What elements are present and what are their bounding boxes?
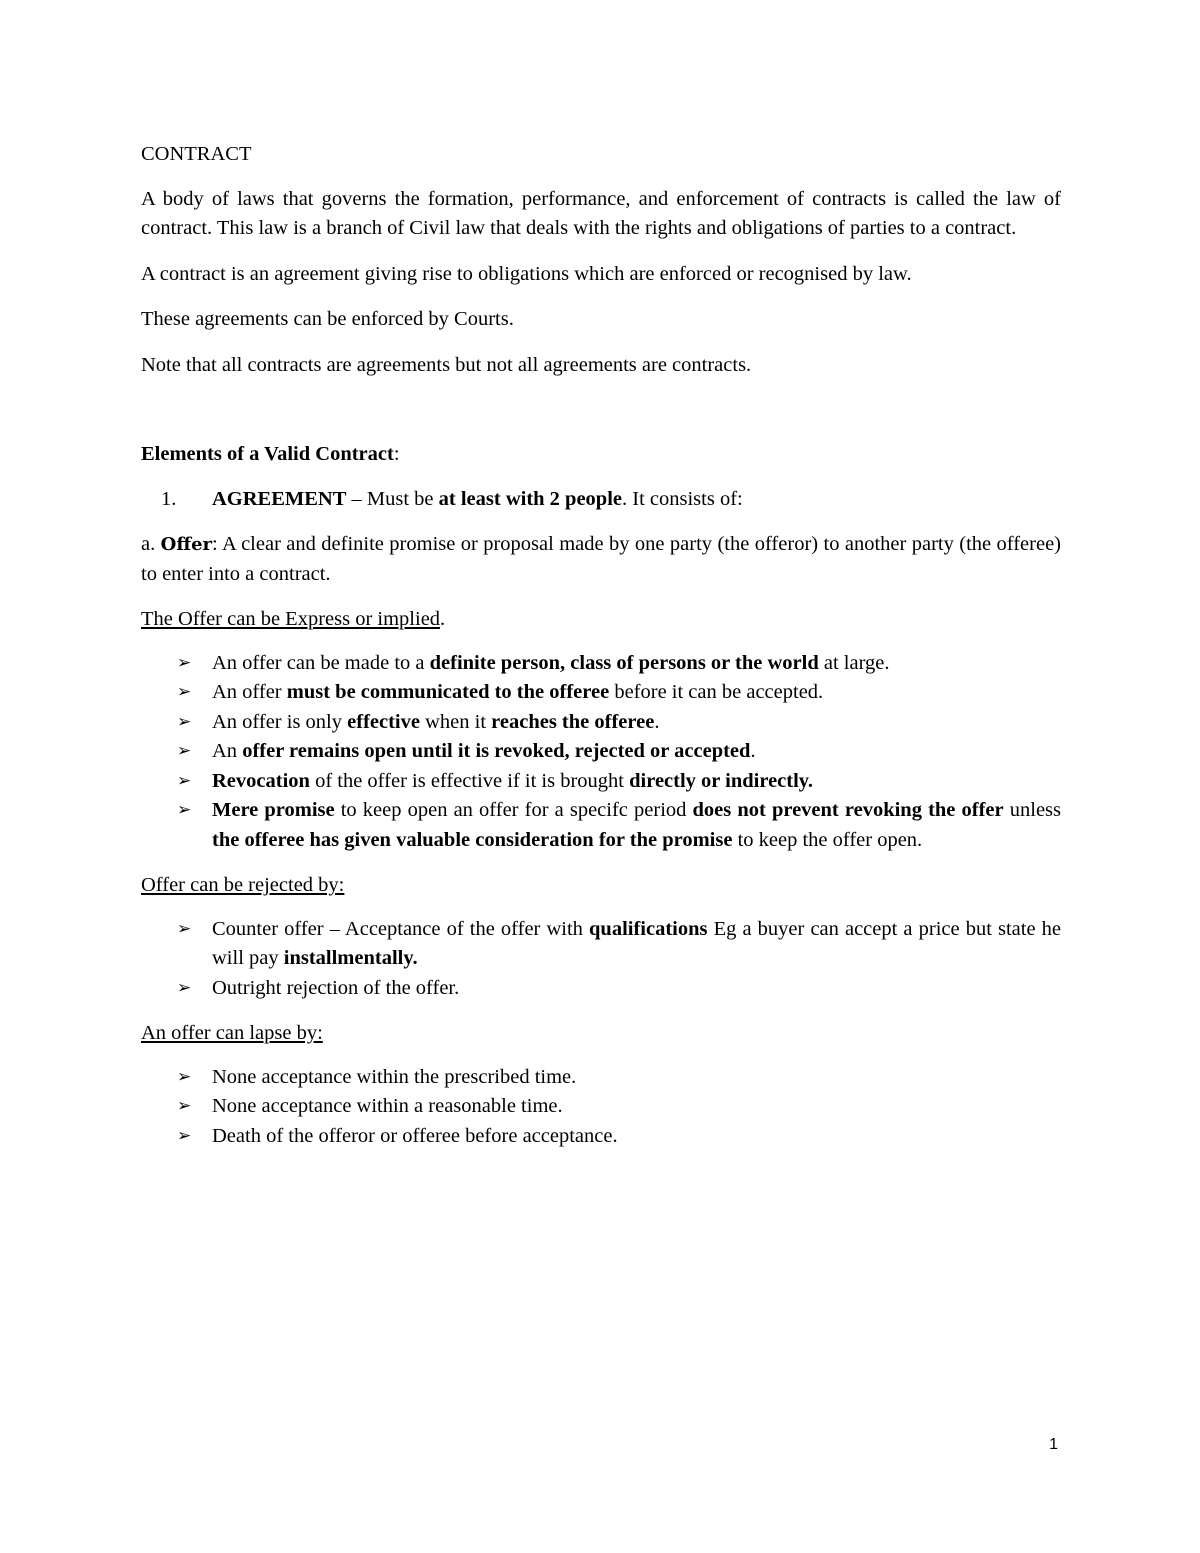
list-item — [141, 796, 1061, 855]
offer-types-heading-text: The Offer can be Express or implied — [141, 608, 441, 630]
list-item-text: An offer is only — [212, 710, 348, 733]
agreement-term: AGREEMENT — [212, 487, 347, 510]
offer-term: Offer — [160, 534, 213, 555]
elements-heading — [141, 440, 1061, 470]
list-item-bold: installmentally. — [283, 947, 418, 969]
elements-heading-text: Elements of a Valid Contract — [141, 443, 394, 465]
arrow-bullet-icon: ➢ — [177, 1125, 192, 1146]
list-item — [141, 974, 1061, 1004]
agreement-bold-text: at least with 2 people — [438, 487, 623, 510]
arrow-bullet-icon: ➢ — [177, 1096, 192, 1116]
offer-prefix: a. — [141, 533, 161, 555]
list-item — [141, 737, 1061, 767]
offer-definition — [141, 530, 1061, 589]
list-item-bold: does not prevent revoking the offer — [692, 799, 1004, 821]
list-item-text: before it can be accepted. — [609, 681, 824, 703]
list-item — [141, 678, 1061, 708]
list-item-text: unless — [1003, 799, 1061, 821]
intro-paragraph-1: A body of laws that governs the formation, performance, and enforcement of contracts is called the law of contract. This law is a branch of Civil law that deals with the rights and obligations of parties to a contract. — [141, 187, 1061, 239]
list-item-text: to keep open an offer for a specifc period — [334, 799, 693, 821]
list-item-bold: Revocation — [212, 769, 310, 792]
list-item-text: . — [750, 740, 756, 762]
arrow-bullet-icon: ➢ — [177, 800, 192, 820]
intro-paragraph-2: A contract is an agreement giving rise to obligations which are enforced or recognised by law. — [141, 262, 912, 285]
list-item — [141, 767, 1061, 797]
arrow-bullet-icon: ➢ — [177, 652, 192, 673]
page-number: 1 — [1049, 1436, 1058, 1453]
arrow-bullet-icon: ➢ — [177, 770, 192, 791]
elements-heading-colon: : — [393, 443, 400, 465]
offer-rules-list — [141, 649, 1061, 856]
arrow-bullet-icon: ➢ — [177, 682, 192, 702]
list-item-text: An — [212, 740, 243, 762]
lapse-list — [141, 1063, 1061, 1152]
rejected-list — [141, 915, 1061, 1004]
arrow-bullet-icon: ➢ — [177, 1066, 192, 1087]
list-item-text: None acceptance within a reasonable time. — [212, 1095, 563, 1117]
list-item — [141, 1063, 1061, 1093]
list-item-bold: effective — [347, 710, 420, 733]
list-item-text: Outright rejection of the offer. — [212, 976, 460, 999]
list-item-text: at large. — [818, 651, 890, 674]
intro-paragraph-3: These agreements can be enforced by Courts. — [141, 308, 514, 330]
item-number: 1. — [161, 487, 177, 510]
list-item — [141, 1092, 1061, 1122]
numbered-item-agreement — [141, 485, 1061, 515]
offer-definition-text: : A clear and definite promise or proposal made by one party (the offeror) to another party (the offeree) to enter into a contract. — [141, 533, 1061, 585]
lapse-heading — [141, 1019, 1061, 1049]
list-item-bold: qualifications — [589, 917, 708, 940]
list-item-bold: offer remains open until it is revoked, rejected or accepted — [242, 740, 751, 762]
list-item-text: An offer can be made to a — [212, 651, 430, 674]
agreement-rest: . It consists of: — [622, 487, 743, 510]
document-title: CONTRACT — [141, 143, 252, 165]
arrow-bullet-icon: ➢ — [177, 918, 192, 939]
list-item — [141, 708, 1061, 738]
list-item-bold: definite person, class of persons or the world — [429, 651, 819, 674]
list-item-text: Counter offer – Acceptance of the offer with — [212, 917, 590, 940]
arrow-bullet-icon: ➢ — [177, 711, 192, 732]
list-item-bold: the offeree has given valuable consideration for the promise — [212, 828, 733, 851]
intro-paragraph-4: Note that all contracts are agreements but not all agreements are contracts. — [141, 353, 752, 376]
lapse-heading-text: An offer can lapse by: — [141, 1022, 323, 1044]
list-item — [141, 915, 1061, 974]
offer-types-period: . — [440, 608, 446, 630]
list-item-text: An offer — [212, 681, 287, 703]
list-item-bold: directly or indirectly. — [629, 769, 814, 792]
list-item-bold: Mere promise — [212, 799, 335, 821]
list-item-text: of the offer is effective if it is brought — [309, 769, 630, 792]
list-item-text: Eg a buyer can accept a price but state he will pay — [212, 917, 1061, 969]
document-body — [141, 140, 1061, 1151]
list-item-text: to keep the offer open. — [732, 828, 923, 851]
rejected-heading — [141, 871, 1061, 901]
arrow-bullet-icon: ➢ — [177, 741, 192, 761]
list-item-text: when it — [419, 710, 492, 733]
list-item — [141, 1122, 1061, 1152]
list-item-bold: reaches the offeree — [491, 710, 655, 733]
list-item-text: . — [654, 710, 660, 733]
offer-types-heading — [141, 605, 1061, 635]
list-item-text: None acceptance within the prescribed time. — [212, 1065, 577, 1088]
list-item-bold: must be communicated to the offeree — [286, 681, 610, 703]
rejected-heading-text: Offer can be rejected by: — [141, 874, 345, 896]
agreement-dash-text: – Must be — [346, 487, 439, 510]
list-item — [141, 649, 1061, 679]
list-item-text: Death of the offeror or offeree before acceptance. — [212, 1124, 618, 1147]
arrow-bullet-icon: ➢ — [177, 977, 192, 998]
